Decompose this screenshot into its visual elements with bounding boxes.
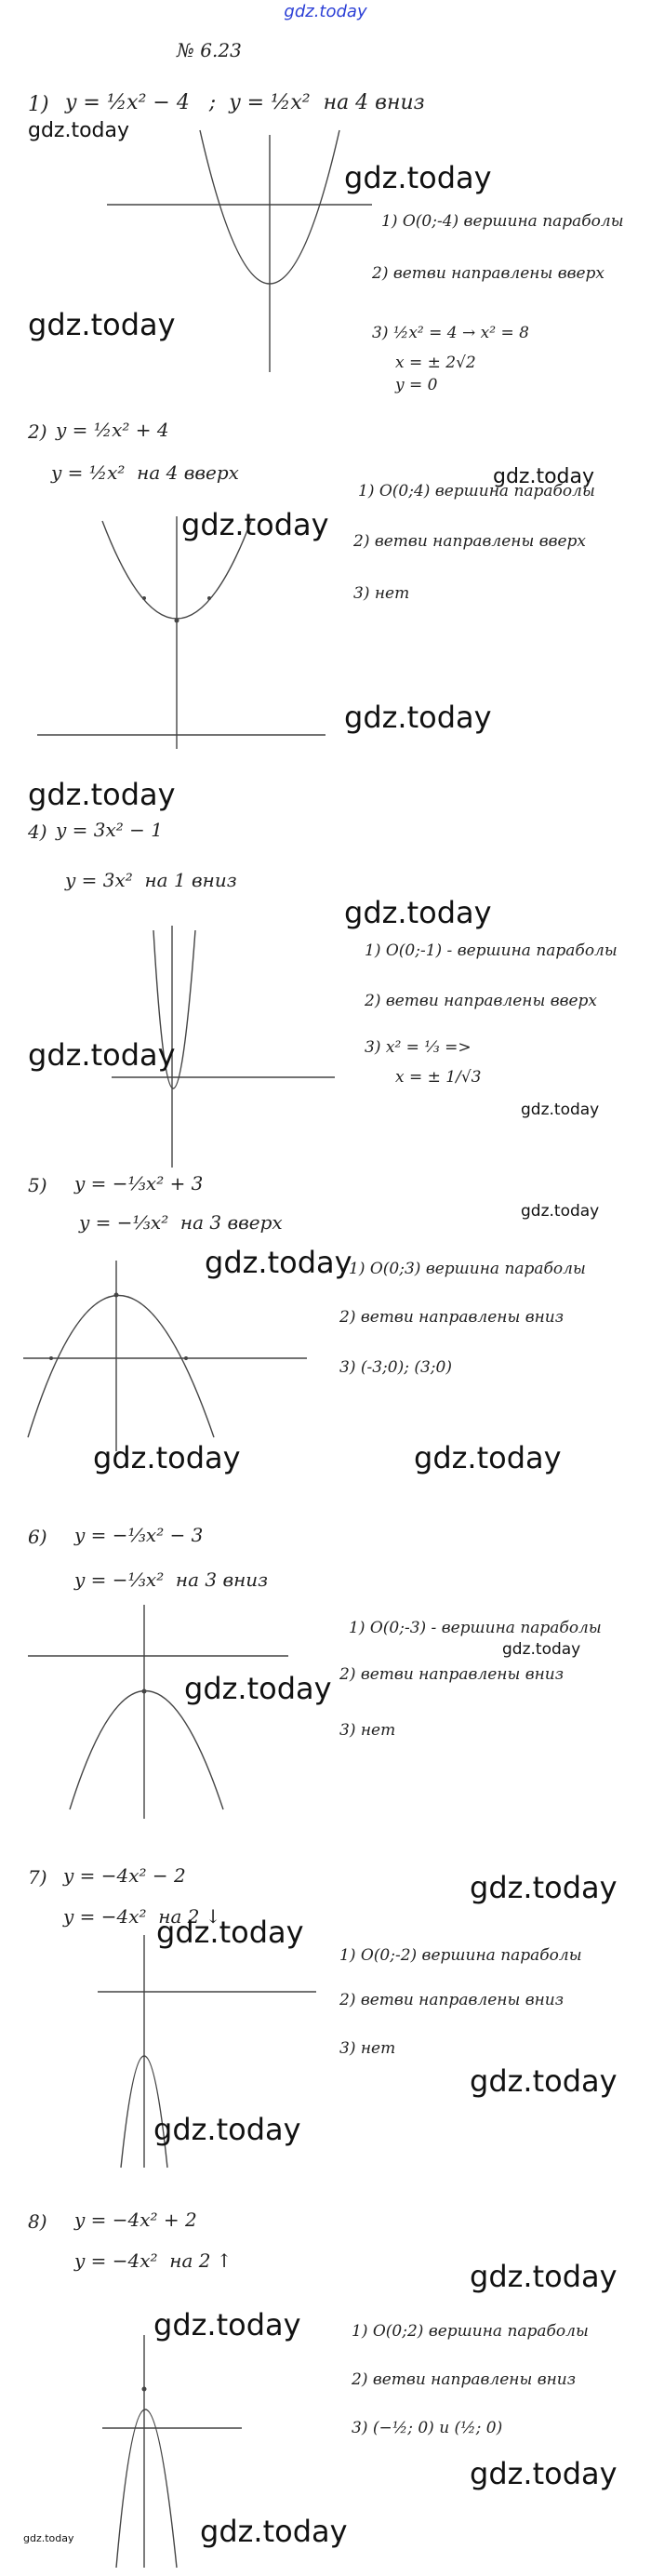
part-8-note-1: 1) O(0;2) вершина параболы <box>352 2322 589 2341</box>
part-7-note-3: 3) нет <box>339 2039 396 2058</box>
problem-number: № 6.23 <box>177 39 242 61</box>
part-2-subformula: y = ½x² на 4 вверх <box>51 461 239 484</box>
watermark: gdz.today <box>181 507 329 542</box>
watermark: gdz.today <box>153 2112 301 2147</box>
part-2-note-3: 3) нет <box>353 584 410 603</box>
watermark: gdz.today <box>470 1870 618 1905</box>
watermark: gdz.today <box>502 1640 581 1659</box>
watermark: gdz.today <box>470 2063 618 2099</box>
part-6-label: 6) <box>28 1526 47 1548</box>
part-8-note-3: 3) (−½; 0) и (½; 0) <box>352 2419 503 2437</box>
part-4-formula: y = 3x² − 1 <box>56 819 163 841</box>
part-2-note-1: 1) O(0;4) вершина параболы <box>358 482 595 501</box>
watermark: gdz.today <box>28 119 130 142</box>
part-1-label: 1) <box>28 93 49 116</box>
watermark: gdz.today <box>28 777 176 812</box>
watermark: gdz.today <box>205 1245 352 1280</box>
part-5-label: 5) <box>28 1174 47 1196</box>
part-7-subformula: y = −4x² на 2 ↓ <box>63 1905 221 1928</box>
watermark: gdz.today <box>344 895 492 930</box>
part-6-formula: y = −⅓x² − 3 <box>74 1524 204 1546</box>
part-5-subformula: y = −⅓x² на 3 вверх <box>79 1211 283 1234</box>
watermark: gdz.today <box>28 307 176 342</box>
part-7-formula: y = −4x² − 2 <box>63 1864 186 1887</box>
site-header[interactable]: gdz.today <box>284 2 367 21</box>
small-watermark: gdz.today <box>23 2532 74 2544</box>
part-1-formula: y = ½x² − 4 ; y = ½x² на 4 вниз <box>65 91 425 114</box>
part-4-note-4: x = ± 1/√3 <box>395 1068 482 1087</box>
part-8-note-2: 2) ветви направлены вниз <box>352 2370 577 2389</box>
part-7-label: 7) <box>28 1866 47 1889</box>
part-5-note-3: 3) (-3;0); (3;0) <box>339 1358 452 1377</box>
watermark: gdz.today <box>521 1202 600 1221</box>
watermark: gdz.today <box>184 1671 332 1706</box>
watermark: gdz.today <box>344 160 492 195</box>
part-6-note-2: 2) ветви направлены вниз <box>339 1665 565 1684</box>
part-4-note-1: 1) O(0;-1) - вершина параболы <box>365 941 618 960</box>
graph-2 <box>37 516 326 749</box>
part-2-note-2: 2) ветви направлены вверх <box>353 532 587 551</box>
watermark: gdz.today <box>156 1915 304 1950</box>
part-4-note-2: 2) ветви направлены вверх <box>365 992 598 1010</box>
watermark: gdz.today <box>153 2307 301 2342</box>
graph-6 <box>28 1605 288 1819</box>
part-2-formula: y = ½x² + 4 <box>56 419 169 441</box>
part-6-subformula: y = −⅓x² на 3 вниз <box>74 1568 269 1591</box>
watermark: gdz.today <box>493 465 595 488</box>
part-8-formula: y = −4x² + 2 <box>74 2209 197 2231</box>
watermark: gdz.today <box>93 1440 241 1475</box>
graph-6-parabola <box>70 1691 223 1810</box>
watermark: gdz.today <box>200 2514 348 2549</box>
part-2-label: 2) <box>28 420 47 443</box>
graph-5 <box>23 1261 307 1451</box>
part-6-note-1: 1) O(0;-3) - вершина параболы <box>349 1619 602 1637</box>
graph-8-parabola <box>116 2409 177 2568</box>
part-4-subformula: y = 3x² на 1 вниз <box>65 869 237 891</box>
watermark: gdz.today <box>470 2456 618 2491</box>
watermark: gdz.today <box>521 1101 600 1119</box>
part-5-note-1: 1) O(0;3) вершина параболы <box>349 1260 586 1278</box>
part-1-note-4: x = ± 2√2 <box>395 354 476 372</box>
part-7-note-1: 1) O(0;-2) вершина параболы <box>339 1946 582 1965</box>
part-8-subformula: y = −4x² на 2 ↑ <box>74 2249 232 2272</box>
watermark: gdz.today <box>28 1037 176 1073</box>
part-5-note-2: 2) ветви направлены вниз <box>339 1308 565 1327</box>
part-7-note-2: 2) ветви направлены вниз <box>339 1991 565 2009</box>
part-8-label: 8) <box>28 2210 47 2233</box>
part-6-note-3: 3) нет <box>339 1721 396 1740</box>
watermark: gdz.today <box>344 700 492 735</box>
part-1-note-1: 1) O(0;-4) вершина параболы <box>381 212 624 231</box>
graph-5-parabola <box>28 1296 214 1438</box>
part-1-note-5: y = 0 <box>395 376 438 394</box>
part-1-note-2: 2) ветви направлены вверх <box>372 264 605 283</box>
part-4-label: 4) <box>28 821 47 843</box>
watermark: gdz.today <box>414 1440 562 1475</box>
part-4-note-3: 3) x² = ⅓ => <box>365 1038 472 1057</box>
part-1-note-3: 3) ½x² = 4 → x² = 8 <box>372 324 529 342</box>
watermark: gdz.today <box>470 2259 618 2294</box>
part-5-formula: y = −⅓x² + 3 <box>74 1172 204 1195</box>
